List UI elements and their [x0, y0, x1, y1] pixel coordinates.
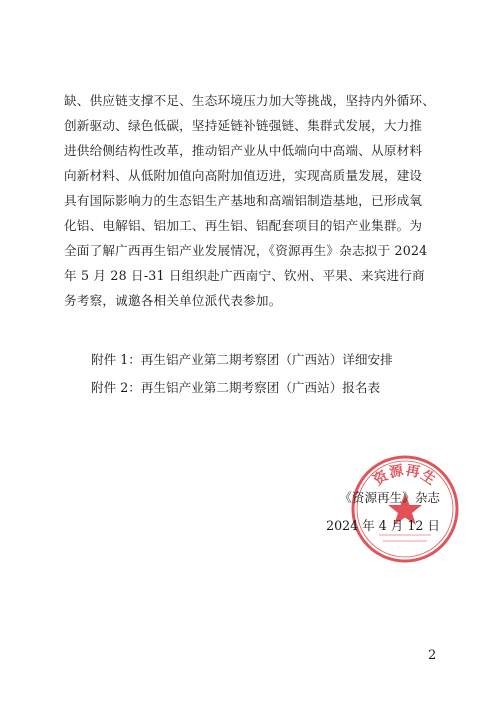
body-line: 全面了解广西再生铝产业发展情况，《资源再生》杂志拟于 2024 — [64, 243, 428, 258]
body-line: 年 5 月 28 日-31 日组织赴广西南宁、钦州、平果、来宾进行商 — [64, 268, 425, 283]
body-line: 具有国际影响力的生态铝生产基地和高端铝制造基地，已形成氧 — [64, 193, 423, 208]
attachment-item-2: 附件 2：再生铝产业第二期考察团（广西站）报名表 — [91, 380, 381, 395]
attachment-item-1: 附件 1：再生铝产业第二期考察团（广西站）详细安排 — [91, 352, 393, 367]
body-line: 化铝、电解铝、铝加工、再生铝、铝配套项目的铝产业集群。为 — [64, 218, 423, 233]
body-line: 向新材料、从低附加值向高附加值迈进，实现高质量发展，建设 — [64, 168, 423, 183]
body-line: 创新驱动、绿色低碳，坚持延链补链强链、集群式发展，大力推 — [64, 118, 423, 133]
body-line: 进供给侧结构性改革，推动铝产业从中低端向中高端、从原材料 — [64, 143, 423, 158]
seal-arc-text: 资源再生 — [370, 462, 440, 489]
attachment-list — [91, 348, 451, 404]
body-line: 务考察，诚邀各相关单位派代表参加。 — [64, 293, 282, 308]
body-line: 缺、供应链支撑不足、生态环境压力加大等挑战，坚持内外循环、 — [64, 93, 436, 108]
signature-date: 2024 年 4 月 12 日 — [326, 518, 440, 533]
signature-block — [326, 484, 440, 540]
body-paragraph — [64, 88, 439, 313]
page-number: 2 — [428, 648, 437, 663]
signature-org: 《资源再生》杂志 — [339, 490, 440, 505]
